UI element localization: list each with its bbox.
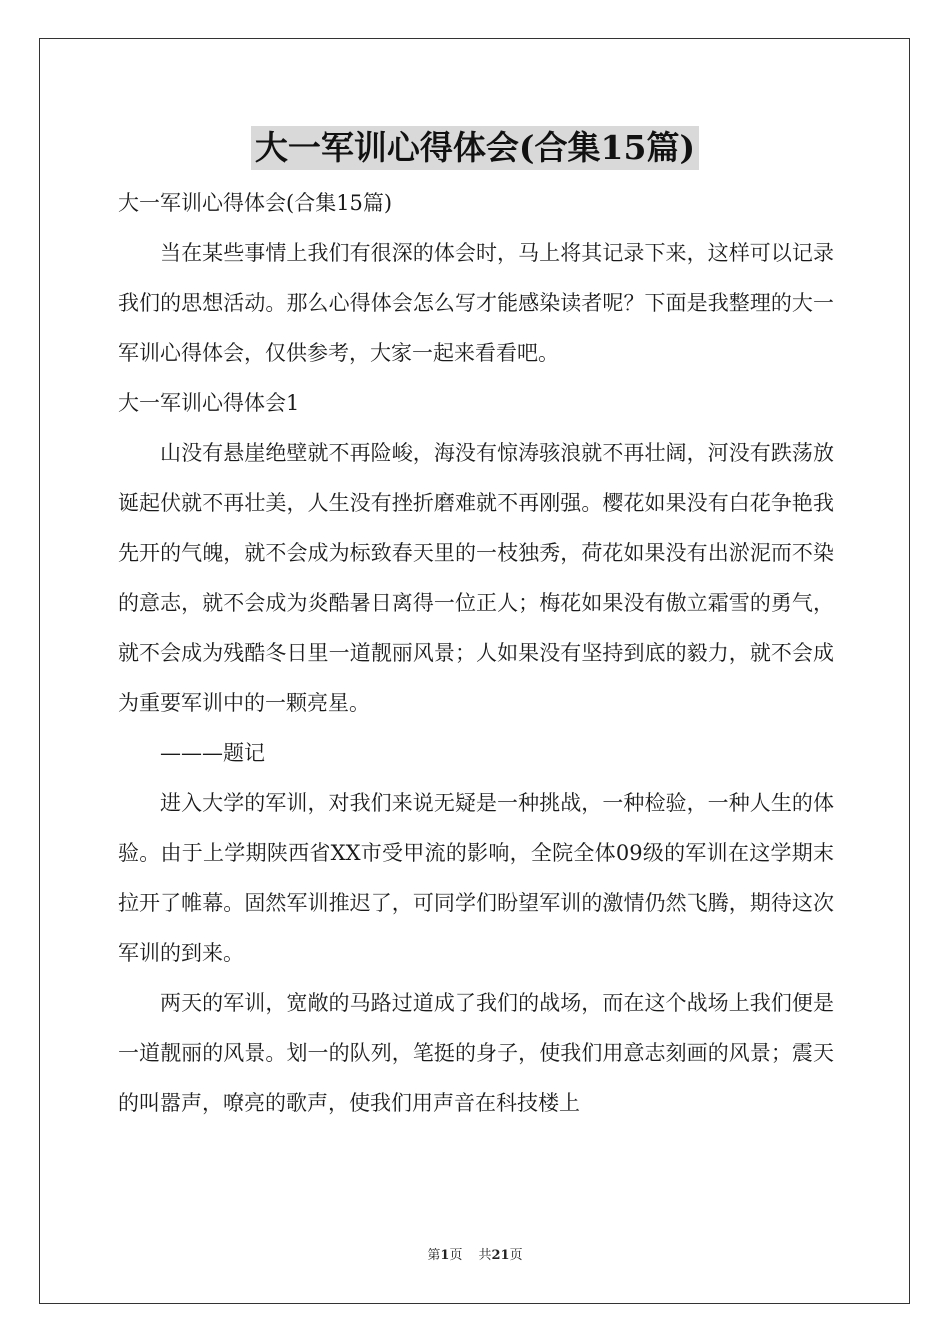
page-suffix: 页	[449, 1248, 463, 1263]
paragraph-body: 两天的军训，宽敞的马路过道成了我们的战场，而在这个战场上我们便是一道靓丽的风景。划一的队列，笔挺的身子，使我们用意志刻画的风景；震天的叫嚣声，嘹亮的歌声，使我们用声音在科技楼上	[118, 991, 834, 1115]
total-suffix: 页	[509, 1248, 523, 1263]
document-body	[118, 178, 834, 1128]
paragraph-epigraph: ———题记	[160, 741, 265, 765]
paragraph-body: 进入大学的军训，对我们来说无疑是一种挑战，一种检验，一种人生的体验。由于上学期陕西省XX市受甲流的影响，全院全体09级的军训在这学期末拉开了帷幕。固然军训推迟了，可同学们盼望军训的激情仍然飞腾，期待这次军训的到来。	[118, 791, 834, 965]
paragraph-body: 山没有悬崖绝壁就不再险峻，海没有惊涛骇浪就不再壮阔，河没有跌荡放诞起伏就不再壮美，人生没有挫折磨难就不再刚强。樱花如果没有白花争艳我先开的气魄，就不会成为标致春天里的一枝独秀，荷花如果没有出淤泥而不染的意志，就不会成为炎酷暑日离得一位正人；梅花如果没有傲立霜雪的勇气，就不会成为残酷冬日里一道靓丽风景；人如果没有坚持到底的毅力，就不会成为重要军训中的一颗亮星。	[118, 441, 834, 715]
document-title: 大一军训心得体会(合集15篇)	[251, 126, 699, 170]
page-prefix: 第	[427, 1248, 441, 1263]
paragraph-subtitle: 大一军训心得体会(合集15篇)	[118, 191, 393, 215]
section-heading-1: 大一军训心得体会1	[118, 391, 300, 415]
page-current: 1	[440, 1248, 450, 1263]
paragraph-intro: 当在某些事情上我们有很深的体会时，马上将其记录下来，这样可以记录我们的思想活动。那么心得体会怎么写才能感染读者呢？下面是我整理的大一军训心得体会，仅供参考，大家一起来看看吧。	[118, 241, 834, 365]
page-footer	[0, 1247, 950, 1265]
total-prefix: 共	[478, 1248, 492, 1263]
page-total: 21	[491, 1248, 510, 1263]
title-container	[0, 126, 950, 170]
